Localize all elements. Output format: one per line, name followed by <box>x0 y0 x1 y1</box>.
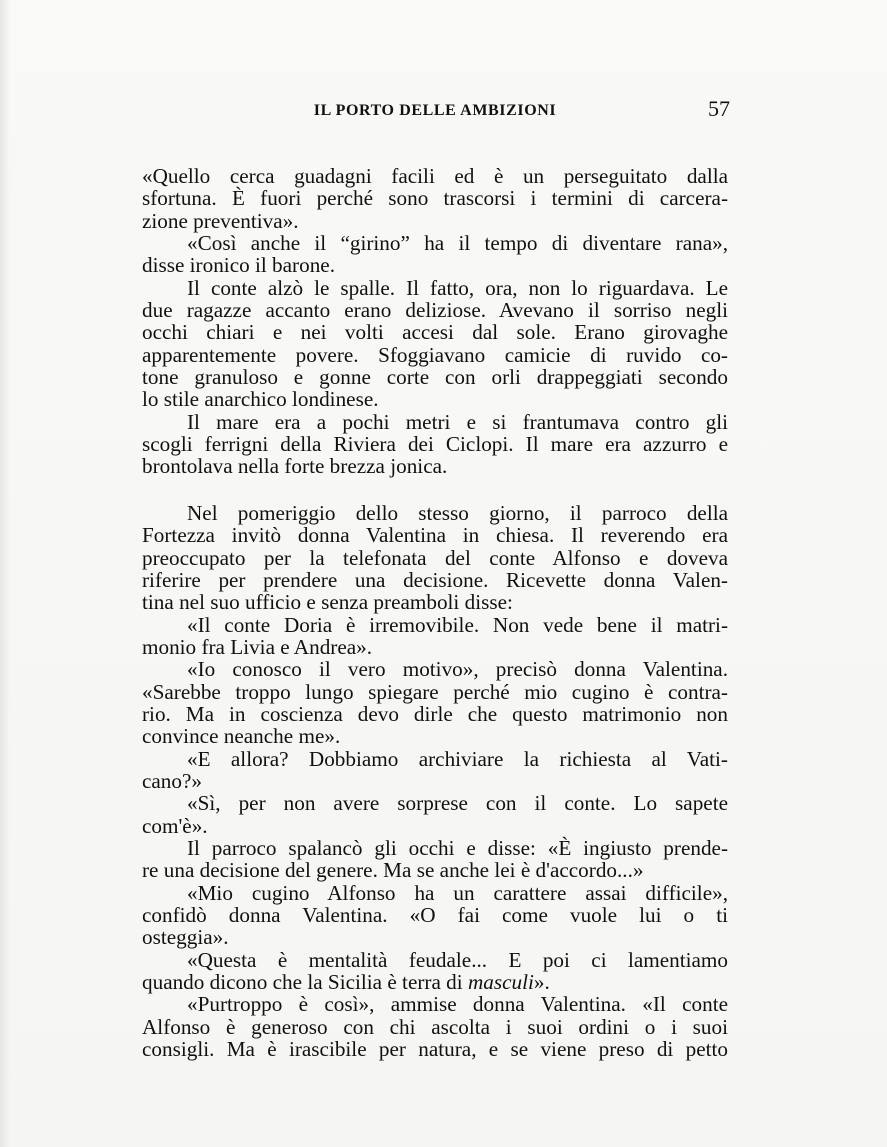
text-line: zione preventiva». <box>142 208 299 233</box>
text-line: com'è». <box>142 813 208 838</box>
text-line: «Sarebbe troppo lungo spiegare perché mio cugino è contra- <box>142 679 728 704</box>
text-line: rio. Ma in coscienza devo dirle che questo matrimonio non <box>142 701 728 726</box>
text-segment: ». <box>533 970 550 995</box>
text-line: «Io conosco il vero motivo», precisò donna Valentina. <box>187 657 728 682</box>
text-line: preoccupato per la telefonata del conte Alfonso e doveva <box>142 545 728 570</box>
text-line: due ragazze accanto erano deliziose. Avevano il sorriso negli <box>142 298 728 323</box>
text-line: «Mio cugino Alfonso ha un carattere assai difficile», <box>187 880 728 905</box>
text-line: «Quello cerca guadagni facili ed è un perseguitato dalla <box>142 164 728 188</box>
text-line: «Così anche il “girino” ha il tempo di diventare rana», <box>187 231 728 256</box>
text-line: Il parroco spalancò gli occhi e disse: «È ingiusto prende- <box>187 835 728 860</box>
text-line: osteggia». <box>142 925 229 950</box>
text-line: confidò donna Valentina. «O fai come vuole lui o ti <box>142 903 728 927</box>
text-line: lo stile anarchico londinese. <box>142 387 379 412</box>
text-line: brontolava nella forte brezza jonica. <box>142 454 448 479</box>
body-text <box>142 165 728 1060</box>
page-number: 57 <box>708 96 730 121</box>
text-line: tina nel suo ufficio e senza preamboli disse: <box>142 590 513 615</box>
text-line: Fortezza invitò donna Valentina in chiesa. Il reverendo era <box>142 523 728 548</box>
page-edge-shadow <box>0 0 10 1147</box>
text-line: monio fra Livia e Andrea». <box>142 634 373 659</box>
text-line: scogli ferrigni della Riviera dei Ciclopi. Il mare era azzurro e <box>142 432 728 457</box>
chapter-title: IL PORTO DELLE AMBIZIONI <box>313 102 557 119</box>
text-line: disse ironico il barone. <box>142 253 335 278</box>
text-segment: quando dicono che la Sicilia è terra di <box>142 970 468 995</box>
text-line: Il conte alzò le spalle. Il fatto, ora, non lo riguardava. Le <box>187 275 728 300</box>
text-line: occhi chiari e nei volti accesi dal sole. Erano girovaghe <box>142 320 728 345</box>
text-line: convince neanche me». <box>142 724 341 749</box>
text-line: «Sì, per non avere sorprese con il conte. Lo sapete <box>187 791 728 816</box>
text-line: «Il conte Doria è irremovibile. Non vede bene il matri- <box>187 612 728 637</box>
running-head <box>140 96 730 126</box>
text-line: Il mare era a pochi metri e si frantumava contro gli <box>187 409 728 434</box>
text-line: re una decisione del genere. Ma se anche lei è d'accordo...» <box>142 858 644 883</box>
text-line: tone granuloso e gonne corte con orli drappeggiati secondo <box>142 365 728 390</box>
text-line: riferire per prendere una decisione. Ricevette donna Valen- <box>142 567 728 592</box>
text-line: apparentemente povere. Sfoggiavano camicie di ruvido co- <box>142 342 728 367</box>
text-line: «E allora? Dobbiamo archiviare la richiesta al Vati- <box>187 746 728 771</box>
text-line <box>142 971 728 993</box>
italic-word: masculi <box>467 970 534 995</box>
text-line: cano?» <box>142 768 202 793</box>
text-line: sfortuna. È fuori perché sono trascorsi i termini di carcera- <box>142 186 728 211</box>
text-line: «Questa è mentalità feudale... E poi ci lamentiamo <box>187 947 728 972</box>
text-line: Alfonso è generoso con chi ascolta i suoi ordini o i suoi <box>142 1014 728 1039</box>
text-line: consigli. Ma è irascibile per natura, e se viene preso di petto <box>142 1037 728 1062</box>
paragraph-gap <box>142 478 728 502</box>
text-line: «Purtroppo è così», ammise donna Valentina. «Il conte <box>187 992 728 1017</box>
text-line: Nel pomeriggio dello stesso giorno, il parroco della <box>187 500 728 525</box>
